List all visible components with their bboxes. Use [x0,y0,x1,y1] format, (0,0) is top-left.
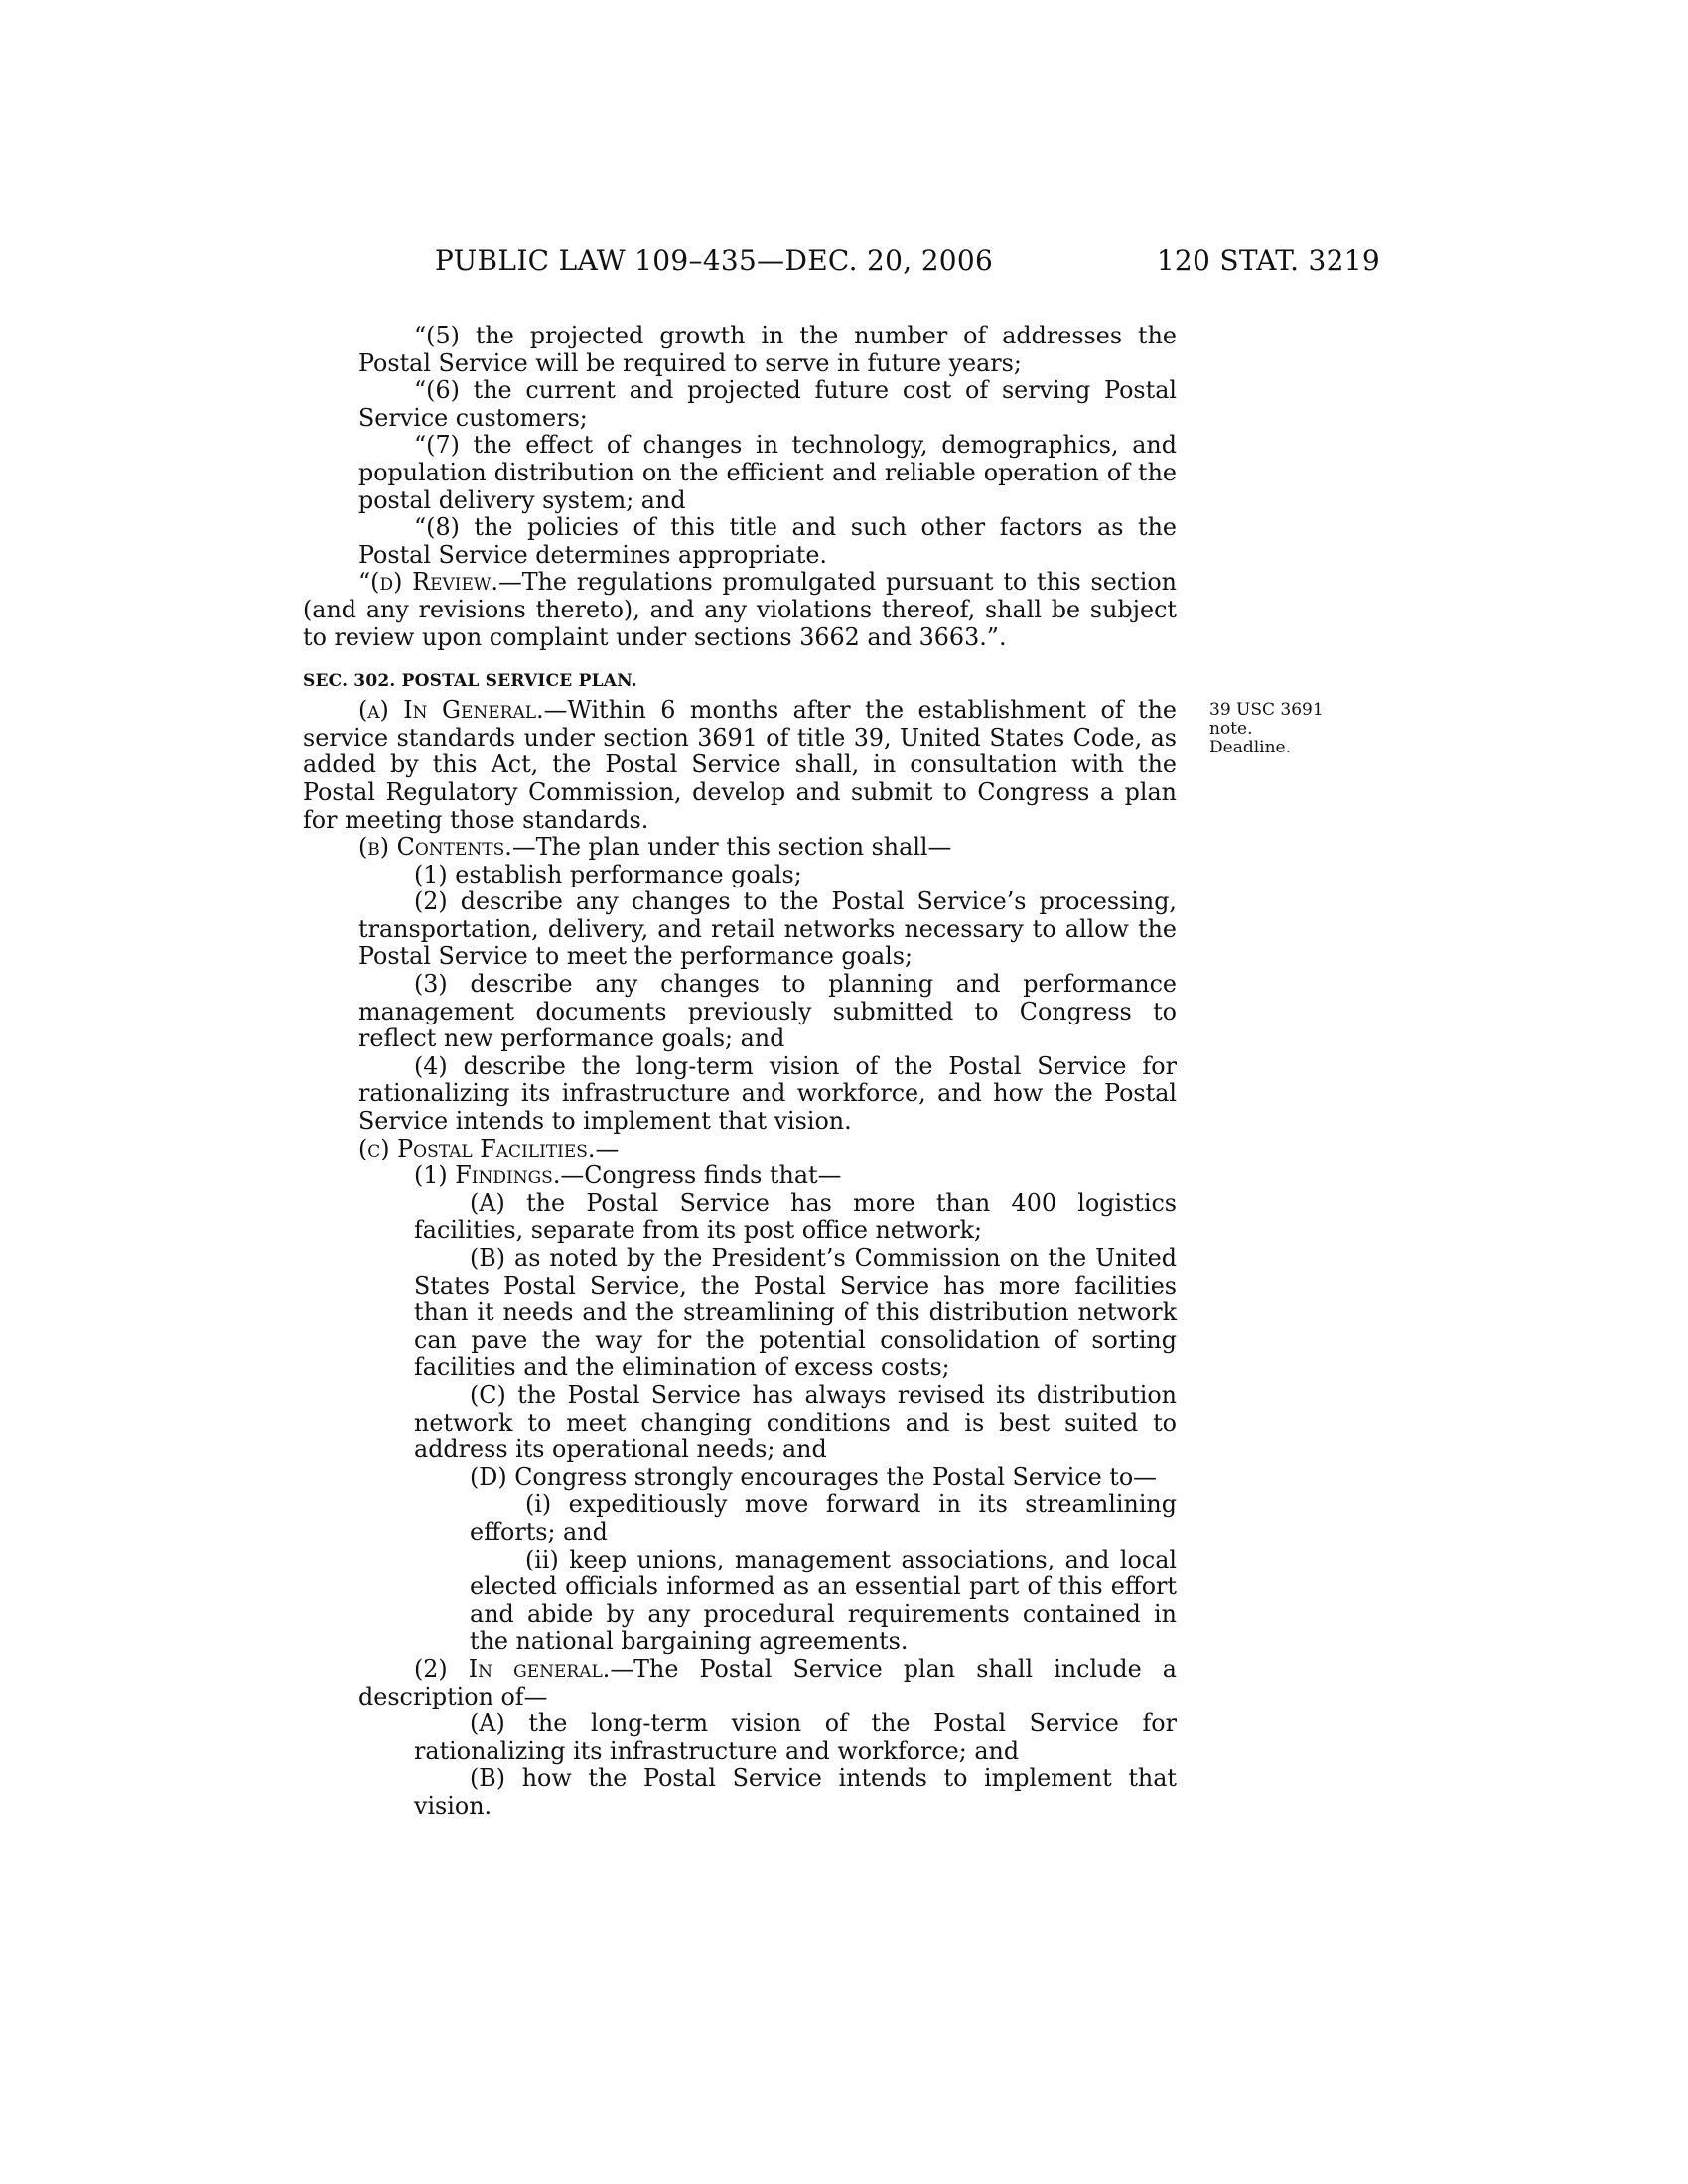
subsection-a-text: —Within 6 months after the establishment of the service standards under section 3691 of title 39, United States Code, as added by this Act, the Postal Service shall, in consultation with the Postal Regulatory Commission, develop and submit to Congress a plan for meeting those standards. [303,696,1177,834]
subsection-d-review [303,569,1177,651]
paragraph-c2-text: —The Postal Service plan shall include a description of— [358,1654,1177,1710]
subparagraph-c1B: (B) as noted by the President’s Commission on the United States Postal Service, the Postal Service has more facilities than it needs and the streamlining of this distribution network can pave the way for the potential consolidation of sorting facilities and the elimination of excess costs; [414,1244,1177,1382]
subsection-a-label: (a) In General. [358,696,544,725]
paragraph-b4: (4) describe the long-term vision of the Postal Service for rationalizing its infrastructure and workforce, and how the Postal Service intends to implement that vision. [358,1051,1177,1136]
clause-c1Di: (i) expeditiously move forward in its streamlining efforts; and [470,1490,1177,1546]
paragraph-b1: (1) establish performance goals; [414,860,802,888]
margin-citation: 39 USC 3691 [1209,700,1324,720]
subparagraph-c1D: (D) Congress strongly encourages the Postal Service to— [470,1462,1157,1491]
margin-notes [1209,701,1338,757]
paragraph-c2-label: (2) In general. [414,1654,611,1683]
subsection-c [303,1136,1177,1163]
paragraph-c1 [303,1162,1177,1190]
paragraph-6: “(6) the current and projected future cost of serving Postal Service customers; [358,376,1177,432]
subparagraph-c2A: (A) the long-term vision of the Postal Service for rationalizing its infrastructure and workforce; and [414,1709,1177,1765]
public-law-title: PUBLIC LAW 109–435—DEC. 20, 2006 [435,244,994,277]
subparagraph-c2B: (B) how the Postal Service intends to implement that vision. [414,1764,1177,1820]
review-text: —The regulations promulgated pursuant to this section (and any revisions thereto), and any violations thereof, shall be subject to review upon complaint under sections 3662 and 3663.”. [303,568,1177,651]
subparagraph-c1A: (A) the Postal Service has more than 400 logistics facilities, separate from its post office network; [414,1188,1177,1245]
paragraph-b2: (2) describe any changes to the Postal Service’s processing, transportation, delivery, and retail networks necessary to allow the Postal Service to meet the performance goals; [358,887,1177,971]
paragraph-8: “(8) the policies of this title and such other factors as the Postal Service determines appropriate. [358,513,1177,569]
paragraph-c2 [303,1656,1177,1710]
subsection-a [303,697,1177,834]
paragraph-c1-label: (1) Findings. [414,1161,561,1190]
page-header [298,244,1380,284]
paragraph-5: “(5) the projected growth in the number of addresses the Postal Service will be required to serve in future years; [358,322,1177,377]
clause-c1Dii: (ii) keep unions, management associations, and local elected officials informed as an essential part of this effort and abide by any procedural requirements contained in the national bargaining agreements. [470,1545,1177,1656]
review-label: “(d) Review. [358,568,498,597]
section-heading: SEC. 302. POSTAL SERVICE PLAN. [303,671,637,692]
subsection-b-label: (b) Contents. [358,833,512,862]
statute-page-number: 120 STAT. 3219 [1156,244,1380,277]
subsection-c-text: — [595,1134,620,1162]
paragraph-7: “(7) the effect of changes in technology, demographics, and population distribution on the efficient and reliable operation of the postal delivery system; and [358,431,1177,514]
subsection-b [303,834,1177,862]
document-body [303,323,1177,1820]
paragraph-b3: (3) describe any changes to planning and performance management documents previously submitted to Congress to reflect new performance goals; and [358,970,1177,1053]
margin-deadline: Deadline. [1209,738,1291,757]
paragraph-c1-text: —Congress finds that— [560,1161,842,1190]
margin-note: note. [1209,719,1253,739]
subsection-c-label: (c) Postal Facilities. [358,1134,596,1162]
subparagraph-c1C: (C) the Postal Service has always revised its distribution network to meet changing conditions and is best suited to address its operational needs; and [414,1380,1177,1464]
subsection-b-text: —The plan under this section shall— [511,833,952,862]
